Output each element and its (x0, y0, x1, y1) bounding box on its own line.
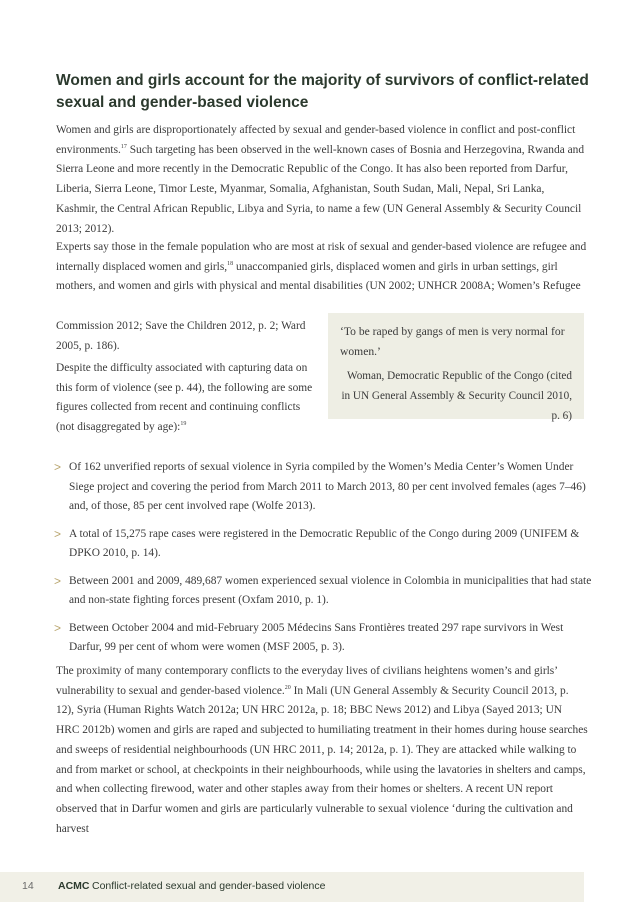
list-item: > Between 2001 and 2009, 489,687 women experienced sexual violence in Colombia in municipalities that had state and non-state fighting forces present (Oxfam 2010, p. 1). (54, 573, 592, 606)
page-footer (0, 872, 584, 902)
chevron-right-icon: > (54, 460, 62, 474)
footnote-ref[interactable]: 18 (227, 260, 234, 267)
pull-quote (328, 313, 584, 422)
quote-attribution: Woman, Democratic Republic of the Congo (cited in UN General Assembly & Security Council 2010, p. 6) (341, 370, 572, 422)
list-item: > A total of 15,275 rape cases were registered in the Democratic Republic of the Congo during 2009 (UNIFEM & DPKO 2010, p. 14). (54, 526, 580, 559)
body-paragraph-1: Women and girls are disproportionately affected by sexual and gender-based violence in conflict and post-conflict environments.$^{17}$ Such targeting has been observed in the well-known cases of Bosnia and Herzegovina, Rwanda and Sierra Leone and more recently in the Democratic Republic of the Congo. It has also been reported from Darfur, Liberia, Sierra Leone, Timor Leste, Myanmar, Somalia, Afghanistan, South Sudan, Mali, Nepal, Sri Lanka, Kashmir, the Central African Republic, Libya and Syria, to name a few (UN General Assembly & Security Council 2013; 2012). (56, 124, 585, 235)
list-item: > Between October 2004 and mid-February 2005 Médecins Sans Frontières treated 297 rape survivors in West Darfur, 99 per cent of whom were women (MSF 2005, p. 3). (54, 620, 564, 653)
footer-org-name: ACMC (58, 880, 90, 892)
body-paragraph-4: The proximity of many contemporary conflicts to the everyday lives of civilians heightens women’s and girls’ vulnerability to sexual and gender-based violence.$^{20}$ In Mali (UN General Assembly & Security Council 2013, p. 12), Syria (Human Rights Watch 2012a; UN HRC 2012a, p. 18; BBC News 2012) and Libya (Sayed 2013; UN HRC 2012b) women and girls are raped and subjected to humiliating treatment in their homes during house searches and sweeps of residential neighbourhoods (UN HRC 2011, p. 14; 2012a, p. 1). They are attacked while walking to and from market or school, at checkpoints in their neighbourhoods, while using the lavatories in shelters and camps, and when collecting firewood, water and other staples away from their homes or shelters. A recent UN report observed that in Darfur women and girls are particularly vulnerable to sexual violence ‘during the cultivation and harvest (56, 665, 588, 835)
footer-document-title: Conflict-related sexual and gender-based violence (92, 880, 326, 892)
chevron-right-icon: > (54, 526, 62, 541)
body-paragraph-2: Experts say those in the female population who are most at risk of sexual and gender-based violence are refugee and internally displaced women and girls,$^{18}$ unaccompanied girls, displaced women and girls in urban settings, girl mothers, and women and girls with physical and mental disabilities (UN 2002; UNHCR 2008A; Women’s Refugee (56, 241, 587, 293)
quote-text: ‘To be raped by gangs of men is very normal for women.’ (340, 325, 565, 358)
chevron-right-icon: > (54, 573, 62, 588)
footnote-ref[interactable]: 20 (284, 684, 291, 691)
footnote-ref[interactable]: 17 (120, 143, 127, 150)
footnote-ref[interactable]: 19 (180, 421, 187, 428)
list-item: > Of 162 unverified reports of sexual violence in Syria compiled by the Women’s Media Center’s Women Under Siege project and covering the period from March 2011 to March 2013, 80 per cent involved females (ages 7–46) and, of those, 85 per cent involved rape (Wolfe 2013). (54, 460, 586, 512)
section-heading: Women and girls account for the majority of survivors of conflict-related sexual and gender-based violence (56, 72, 589, 111)
page-number: 14 (22, 880, 34, 892)
chevron-right-icon: > (54, 620, 62, 635)
body-paragraph-2-continued: Commission 2012; Save the Children 2012, p. 2; Ward 2005, p. 186). (56, 320, 306, 352)
body-paragraph-3: Despite the difficulty associated with capturing data on this form of violence (see p. 44), the following are some figures collected from recent and continuing conflicts (not disaggregated by age):$^{19}$ (56, 362, 313, 434)
statistics-list (54, 458, 594, 666)
